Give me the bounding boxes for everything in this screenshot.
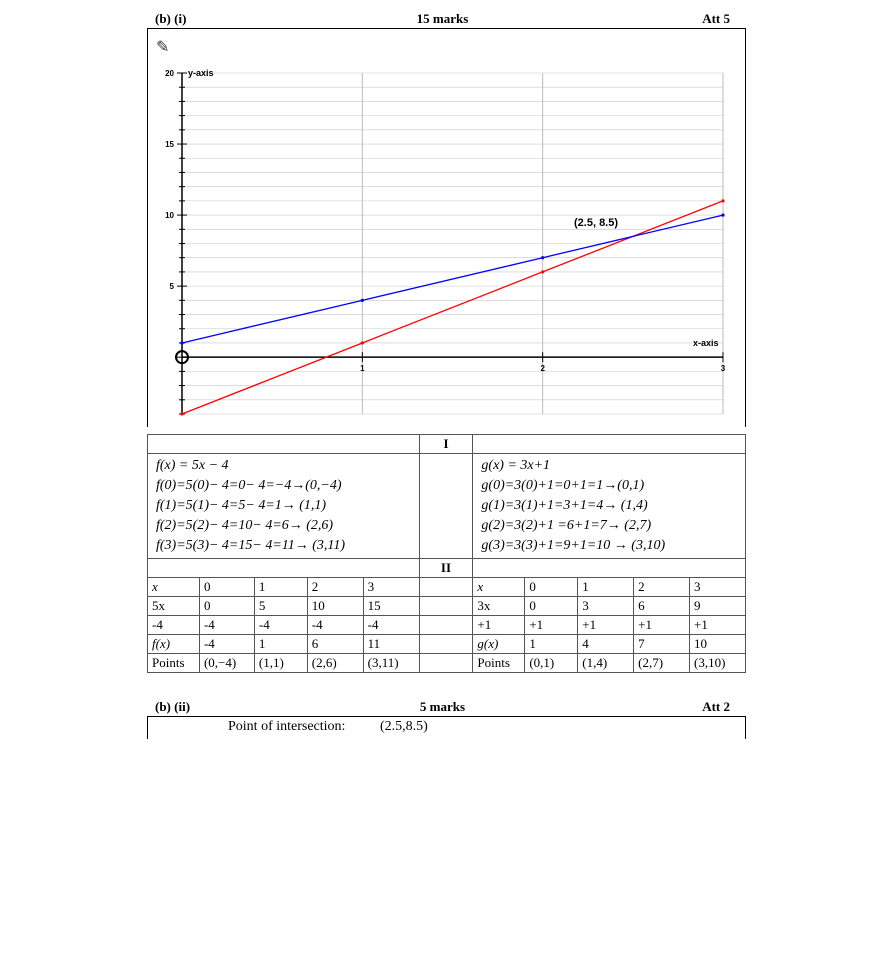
line-graph	[148, 29, 745, 427]
g-line-point	[541, 256, 544, 259]
marks-label: 5 marks	[419, 699, 466, 714]
table-row: x 0 1 2 3 x 0 1 2 3	[148, 578, 746, 597]
g-line-point	[180, 341, 183, 344]
table-row: 5x 0 5 10 15 3x 0 3 6 9	[148, 597, 746, 616]
f-working: f(x) = 5x − 4 f(0)=5(0)− 4=0− 4=−4→(0,−4) f(1)=5(1)− 4=5− 4=1→ (1,1) f(2)=5(2)− 4=10− 4=6→ (2,6) f(3)=5(3)− 4=15− 4=11→ (3,11)	[148, 454, 420, 559]
y-tick-label: 20	[165, 69, 174, 78]
working-table	[147, 434, 746, 673]
graph-panel	[147, 28, 746, 427]
f-line-point	[721, 199, 724, 202]
roman-ii: II	[419, 559, 473, 578]
intersection-label: (2.5, 8.5)	[574, 217, 619, 229]
g-line-point	[361, 299, 364, 302]
x-tick-label: 2	[540, 364, 545, 374]
g-line	[182, 215, 723, 343]
g-working: g(x) = 3x+1 g(0)=3(0)+1=0+1=1→(0,1) g(1)=3(1)+1=3+1=4→ (1,4) g(2)=3(2)+1 =6+1=7→ (2,7) g(3)=3(3)+1=9+1=10 → (3,10)	[473, 454, 746, 559]
answer-value: (2.5,8.5)	[380, 719, 428, 734]
section-header-b-i	[155, 11, 730, 29]
table-row: f(x) -4 1 6 11 g(x) 1 4 7 10	[148, 635, 746, 654]
y-axis-label: y-axis	[188, 68, 214, 78]
x-tick-label: 3	[720, 364, 726, 374]
section-label: (b) (ii)	[155, 699, 191, 714]
table-row: Points (0,−4) (1,1) (2,6) (3,11) Points (0,1) (1,4) (2,7) (3,10)	[148, 654, 746, 673]
series-lines	[180, 199, 724, 415]
attempt-label: Att 2	[702, 699, 730, 714]
g-line-point	[721, 213, 724, 216]
f-line	[182, 201, 723, 414]
grid	[182, 73, 723, 414]
y-tick-label: 10	[165, 211, 174, 221]
marks-label: 15 marks	[416, 11, 469, 26]
attempt-label: Att 5	[702, 11, 730, 26]
pencil-icon: ✎	[156, 39, 170, 56]
answer-label: Point of intersection:	[228, 719, 346, 734]
y-tick-label: 15	[165, 140, 174, 150]
y-tick-label: 5	[169, 282, 174, 292]
x-axis-label: x-axis	[693, 338, 719, 348]
roman-i: I	[419, 435, 473, 454]
f-line-point	[541, 270, 544, 273]
f-line-point	[361, 341, 364, 344]
answer-box	[147, 716, 746, 739]
f-line-point	[180, 412, 183, 415]
section-header-b-ii	[155, 699, 730, 717]
x-tick-label: 1	[360, 364, 365, 374]
section-label: (b) (i)	[155, 11, 187, 26]
table-row: -4 -4 -4 -4 -4 +1 +1 +1 +1 +1	[148, 616, 746, 635]
